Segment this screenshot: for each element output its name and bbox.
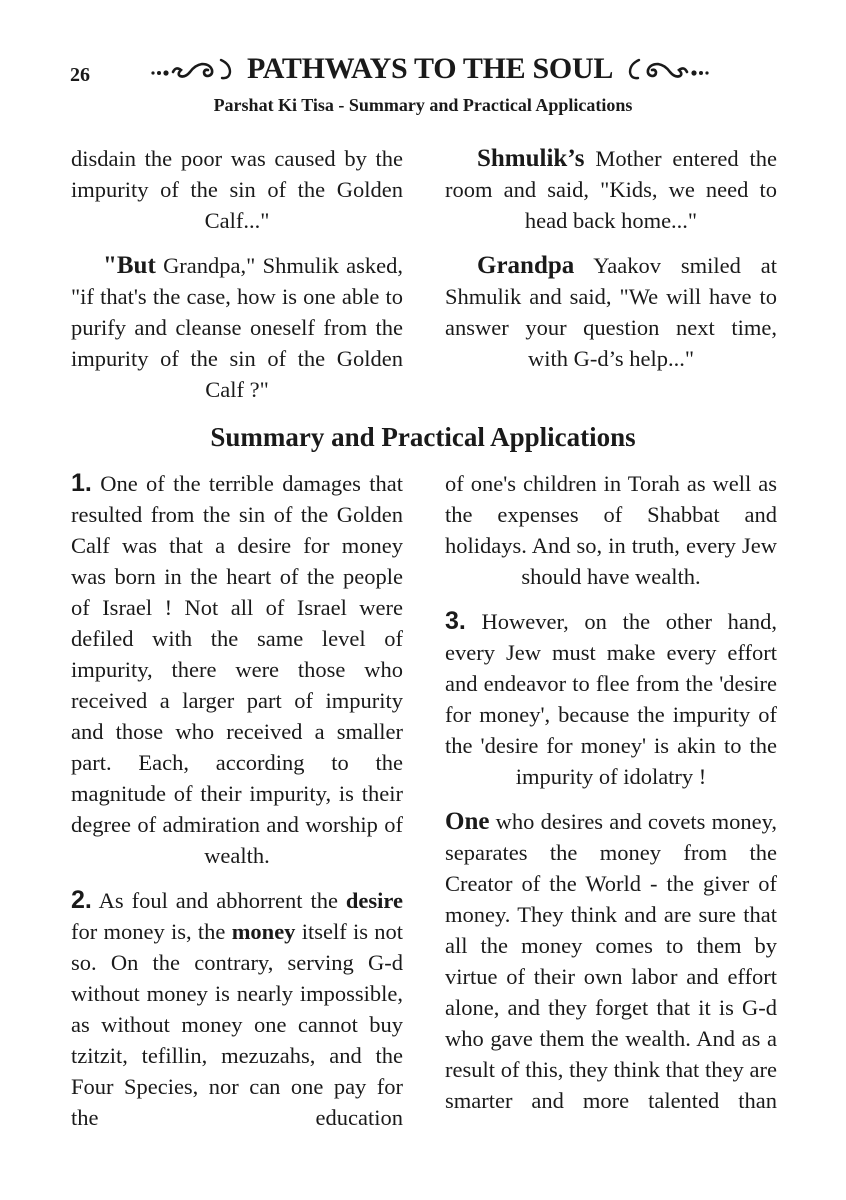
running-title: [130, 52, 730, 86]
paragraph-text: disdain the poor was caused by the impurity of the sin of the Golden Calf...": [71, 146, 403, 233]
point-number: 1.: [71, 469, 92, 497]
page-header: [0, 52, 846, 92]
flourish-left-icon: [149, 56, 241, 82]
paragraph-text: However, on the other hand, every Jew must make every effort and endeavor to flee from the 'desire for money', because the impurity of the 'desire for money' is akin to the impurity of idolatry !: [445, 609, 777, 789]
story-paragraph: [71, 143, 403, 236]
paragraph-text: One of the terrible damages that resulted from the sin of the Golden Calf was that a desire for money was born in the heart of the people of Israel ! Not all of Israel were defiled with the same level of impurity, there were those who received a larger part of impurity and those who received a smaller part. Each, according to the magnitude of their impurity, is their degree of admiration and worship of wealth.: [71, 471, 403, 868]
running-title-text: PATHWAYS TO THE SOUL: [246, 52, 614, 85]
paragraph-text: itself is not so. On the contrary, serving G-d without money is nearly impossible, as without money one cannot buy tzitzit, tefillin, mezuzahs, and the Four Species, nor can one pay for the education: [71, 919, 404, 1130]
flourish-right-icon: [619, 56, 711, 82]
summary-point-3: [445, 606, 777, 792]
paragraph-text: Mother entered the room and said, "Kids, we need to head back home...": [445, 146, 777, 233]
emphasis-desire: desire: [345, 888, 403, 913]
point-number: 2.: [71, 886, 92, 914]
story-column-right: [445, 143, 777, 374]
story-column-left: [71, 143, 403, 405]
story-paragraph: [71, 250, 403, 405]
summary-point-1: [71, 468, 403, 871]
paragraph-text: Yaakov smiled at Shmulik and said, "We will have to answer your question next time, with G-d’s help...": [445, 253, 777, 371]
page-number: 26: [70, 64, 90, 86]
point-number: 3.: [445, 607, 466, 635]
story-paragraph: [445, 143, 777, 236]
section-heading: Summary and Practical Applications: [210, 422, 636, 452]
paragraph-lead: One: [445, 808, 490, 835]
paragraph-lead: "But: [103, 252, 156, 279]
paragraph-text: As foul and abhorrent the: [91, 888, 346, 913]
paragraph-text: for money is, the: [71, 919, 232, 944]
story-paragraph: [445, 250, 777, 374]
paragraph-text: Grandpa," Shmulik asked, "if that's the case, how is one able to purify and cleanse oneself from the impurity of the sin of the Golden Calf ?": [71, 253, 403, 402]
paragraph-lead: Grandpa: [477, 252, 575, 279]
paragraph-lead: Shmulik’s: [477, 145, 585, 172]
summary-paragraph: [445, 806, 777, 1116]
paragraph-text: who desires and covets money, separates the money from the Creator of the World - the giver of money. They think and are sure that all the money comes to them by virtue of their own labor and effort alone, and they forget that it is G-d who gave them the wealth. And as a result of this, they think that they are smarter and more talented than: [445, 809, 777, 1113]
summary-column-right: [445, 468, 777, 1116]
emphasis-money: money: [231, 919, 296, 944]
summary-point-2: [71, 885, 403, 1133]
summary-column-left: [71, 468, 403, 1133]
summary-point-2-continued: [445, 468, 777, 592]
paragraph-text: of one's children in Torah as well as the expenses of Shabbat and holidays. And so, in truth, every Jew should have wealth.: [445, 471, 777, 589]
chapter-subtitle: Parshat Ki Tisa - Summary and Practical Applications: [213, 95, 633, 115]
